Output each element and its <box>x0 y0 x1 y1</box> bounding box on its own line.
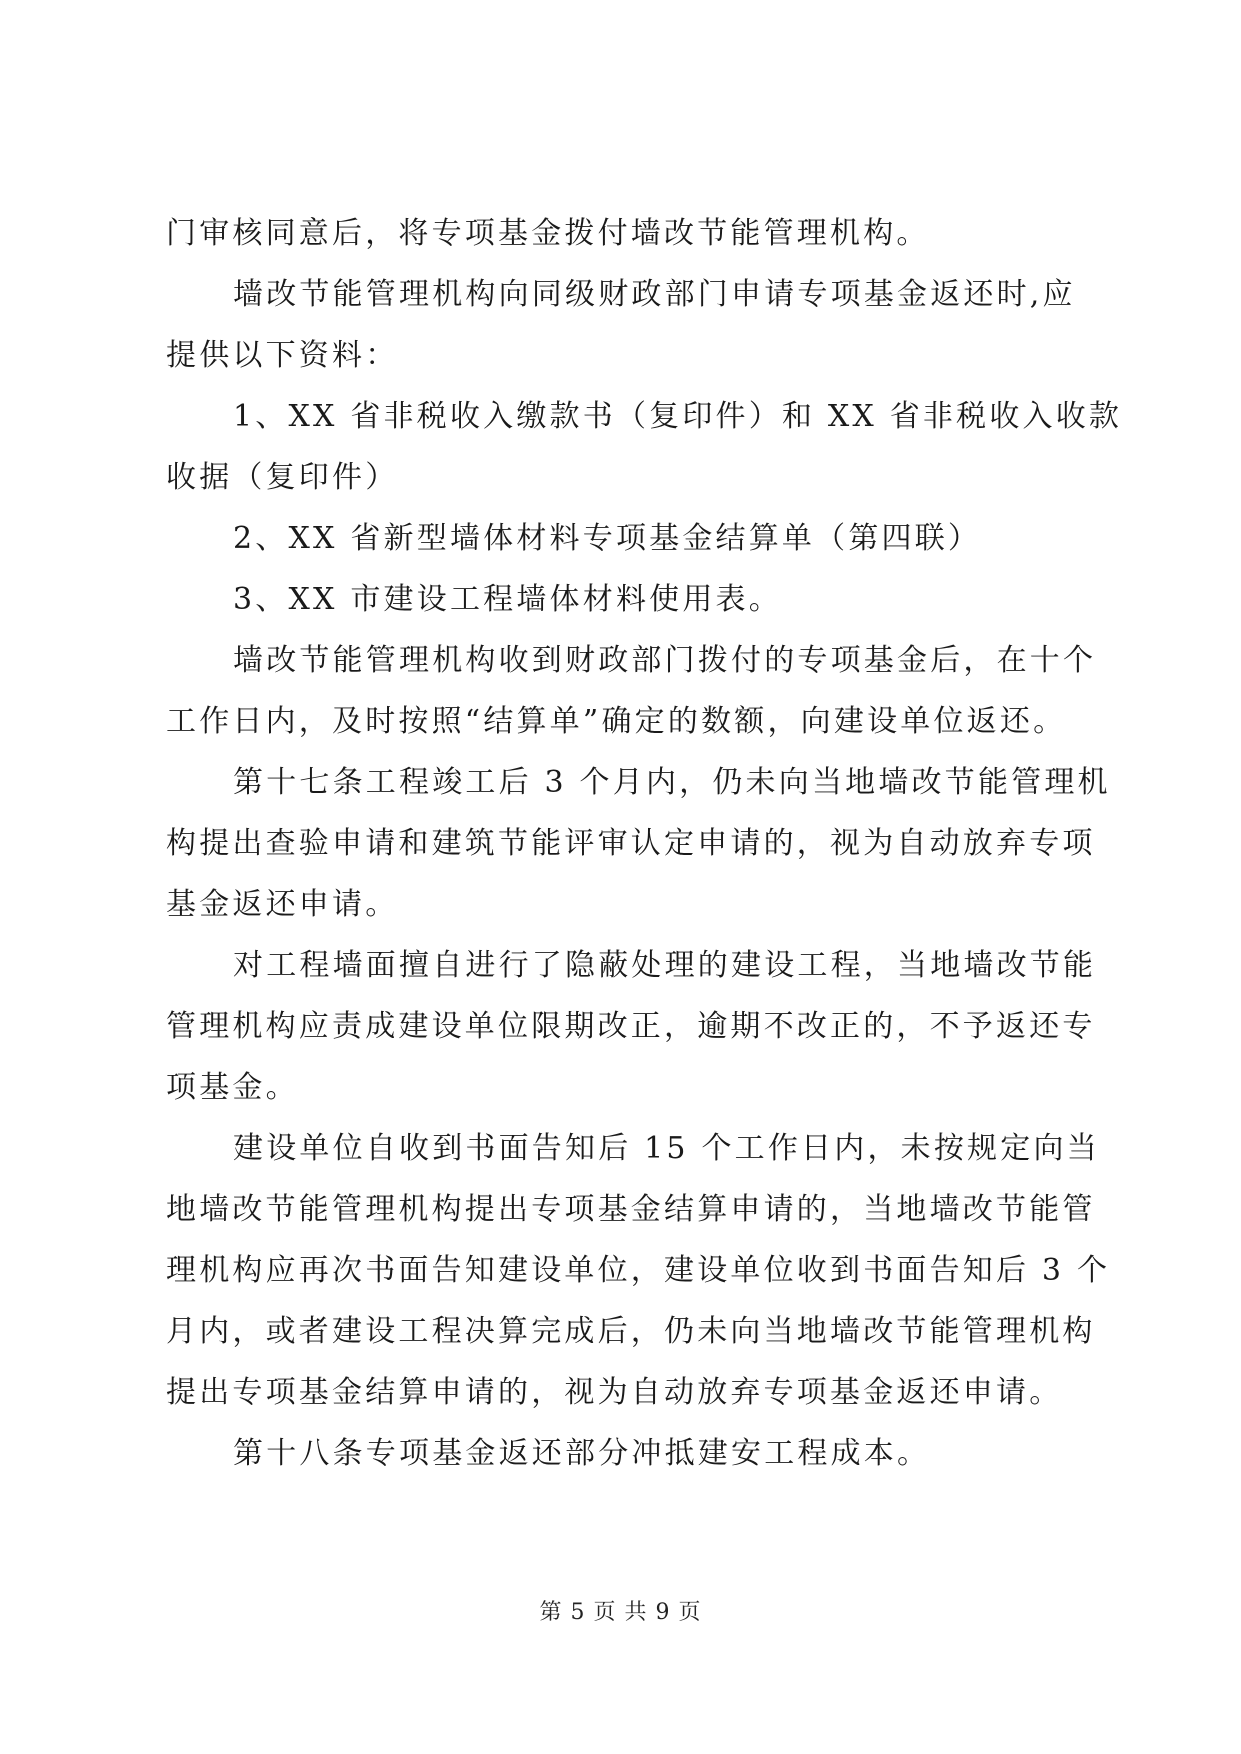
text-line: 基金返还申请。 <box>166 887 399 922</box>
page-number-footer: 第 5 页 共 9 页 <box>539 1600 702 1625</box>
article-18-line: 第十八条专项基金返还部分冲抵建安工程成本。 <box>233 1436 931 1471</box>
article-17-line: 第十七条工程竣工后 3 个月内，仍未向当地墙改节能管理机 <box>233 765 1111 800</box>
paragraph-start-line: 墙改节能管理机构收到财政部门拨付的专项基金后，在十个 <box>233 643 1097 678</box>
text-line: 收据（复印件） <box>166 460 399 495</box>
list-item-2-line: 2、XX 省新型墙体材料专项基金结算单（第四联） <box>233 521 982 556</box>
text-line: 提供以下资料： <box>166 338 399 373</box>
list-item-3-line: 3、XX 市建设工程墙体材料使用表。 <box>233 582 782 617</box>
text-line: 工作日内，及时按照“结算单”确定的数额，向建设单位返还。 <box>166 704 1067 739</box>
text-line: 提出专项基金结算申请的，视为自动放弃专项基金返还申请。 <box>166 1375 1063 1410</box>
paragraph-start-line: 建设单位自收到书面告知后 15 个工作日内，未按规定向当 <box>233 1131 1100 1166</box>
text-line: 门审核同意后，将专项基金拨付墙改节能管理机构。 <box>166 216 930 251</box>
text-line: 地墙改节能管理机构提出专项基金结算申请的，当地墙改节能管 <box>166 1192 1096 1227</box>
list-item-1-line: 1、XX 省非税收入缴款书（复印件）和 XX 省非税收入收款 <box>233 399 1123 434</box>
text-line: 项基金。 <box>166 1070 299 1105</box>
paragraph-start-line: 对工程墙面擅自进行了隐蔽处理的建设工程，当地墙改节能 <box>233 948 1097 983</box>
text-line: 理机构应再次书面告知建设单位，建设单位收到书面告知后 3 个 <box>166 1253 1111 1288</box>
paragraph-start-line: 墙改节能管理机构向同级财政部门申请专项基金返还时,应 <box>233 277 1076 312</box>
text-line: 构提出查验申请和建筑节能评审认定申请的，视为自动放弃专项 <box>166 826 1096 861</box>
document-body <box>166 203 1123 1484</box>
text-line: 管理机构应责成建设单位限期改正，逾期不改正的，不予返还专 <box>166 1009 1096 1044</box>
text-line: 月内，或者建设工程决算完成后，仍未向当地墙改节能管理机构 <box>166 1314 1096 1349</box>
